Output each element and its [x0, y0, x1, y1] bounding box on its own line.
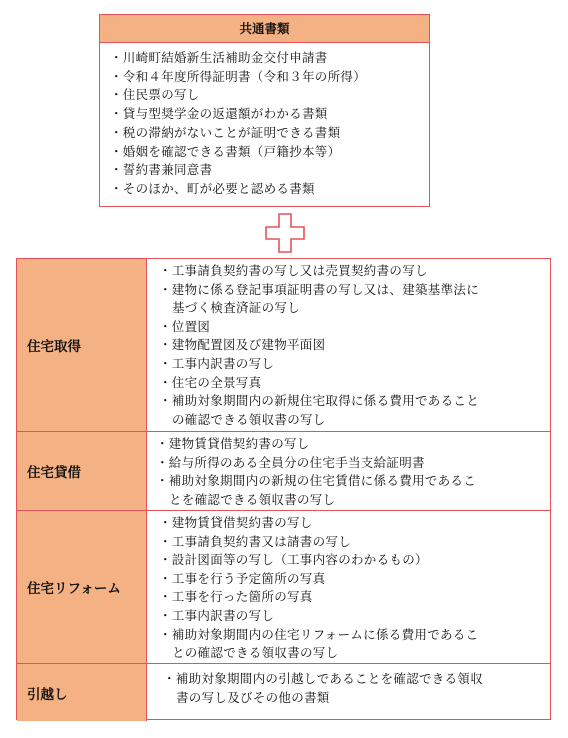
list-item-continuation: との確認できる領収書の写し	[172, 645, 339, 661]
table-row-housing-lease	[17, 432, 550, 511]
row-document-list	[147, 511, 550, 663]
list-item: ・誓約書兼同意書	[110, 162, 213, 178]
list-item: ・給与所得のある全員分の住宅手当支給証明書	[156, 454, 425, 470]
table-row-moving	[17, 664, 550, 721]
list-item: ・住民票の写し	[110, 87, 200, 103]
list-item: ・工事請負契約書又は請書の写し	[159, 533, 352, 549]
list-item-continuation: とを確認できる領収書の写し	[169, 491, 336, 507]
row-label: 住宅貸借	[17, 432, 147, 510]
list-item-continuation: 書の写し及びその他の書類	[176, 689, 330, 705]
list-item: ・婚姻を確認できる書類（戸籍抄本等）	[110, 143, 341, 159]
list-item: ・位置図	[159, 318, 211, 334]
list-item: ・川崎町結婚新生活補助金交付申請書	[110, 50, 328, 65]
row-label: 住宅リフォーム	[17, 511, 147, 663]
list-item: ・補助対象期間内の住宅リフォームに係る費用であるこ	[159, 626, 479, 642]
row-label: 住宅取得	[17, 259, 147, 431]
list-item: ・建物賃貸借契約書の写し	[156, 436, 310, 451]
list-item: ・税の滞納がないことが証明できる書類	[110, 124, 341, 140]
plus-icon	[265, 213, 305, 253]
list-item: ・設計図面等の写し（工事内容のわかるもの）	[159, 552, 428, 568]
list-item-continuation: 基づく検査済証の写し	[172, 300, 301, 316]
common-documents-box	[99, 14, 430, 207]
row-document-list	[147, 664, 550, 707]
table-row-housing-renovation	[17, 511, 550, 664]
list-item: ・工事内訳書の写し	[159, 355, 275, 371]
list-item: ・補助対象期間内の新規の住宅賃借に係る費用であるこ	[156, 473, 477, 489]
list-item: ・補助対象期間内の新規住宅取得に係る費用であること	[159, 393, 480, 409]
list-item: ・工事を行った箇所の写真	[159, 589, 313, 605]
list-item: ・工事請負契約書の写し又は売買契約書の写し	[159, 263, 428, 278]
row-label: 引越し	[17, 664, 147, 721]
list-item: ・補助対象期間内の引越しであることを確認できる領収	[163, 671, 484, 686]
list-item: ・令和４年度所得証明書（令和３年の所得）	[110, 68, 367, 84]
list-item: ・貸与型奨学金の返還額がわかる書類	[110, 106, 328, 122]
category-documents-table	[16, 258, 551, 720]
row-document-list	[147, 432, 550, 509]
common-documents-title: 共通書類	[100, 15, 429, 43]
list-item-continuation: の確認できる領収書の写し	[172, 411, 326, 427]
list-item: ・そのほか、町が必要と認める書類	[110, 180, 315, 196]
list-item: ・建物賃貸借契約書の写し	[159, 515, 313, 530]
list-item: ・工事を行う予定箇所の写真	[159, 570, 326, 586]
list-item: ・建物に係る登記事項証明書の写し又は、建築基準法に	[159, 281, 480, 297]
list-item: ・住宅の全景写真	[159, 374, 262, 390]
table-row-housing-acquisition	[17, 259, 550, 432]
row-document-list	[147, 259, 550, 429]
list-item: ・建物配置図及び建物平面図	[159, 337, 326, 353]
list-item: ・工事内訳書の写し	[159, 607, 275, 623]
common-documents-list	[100, 43, 429, 199]
